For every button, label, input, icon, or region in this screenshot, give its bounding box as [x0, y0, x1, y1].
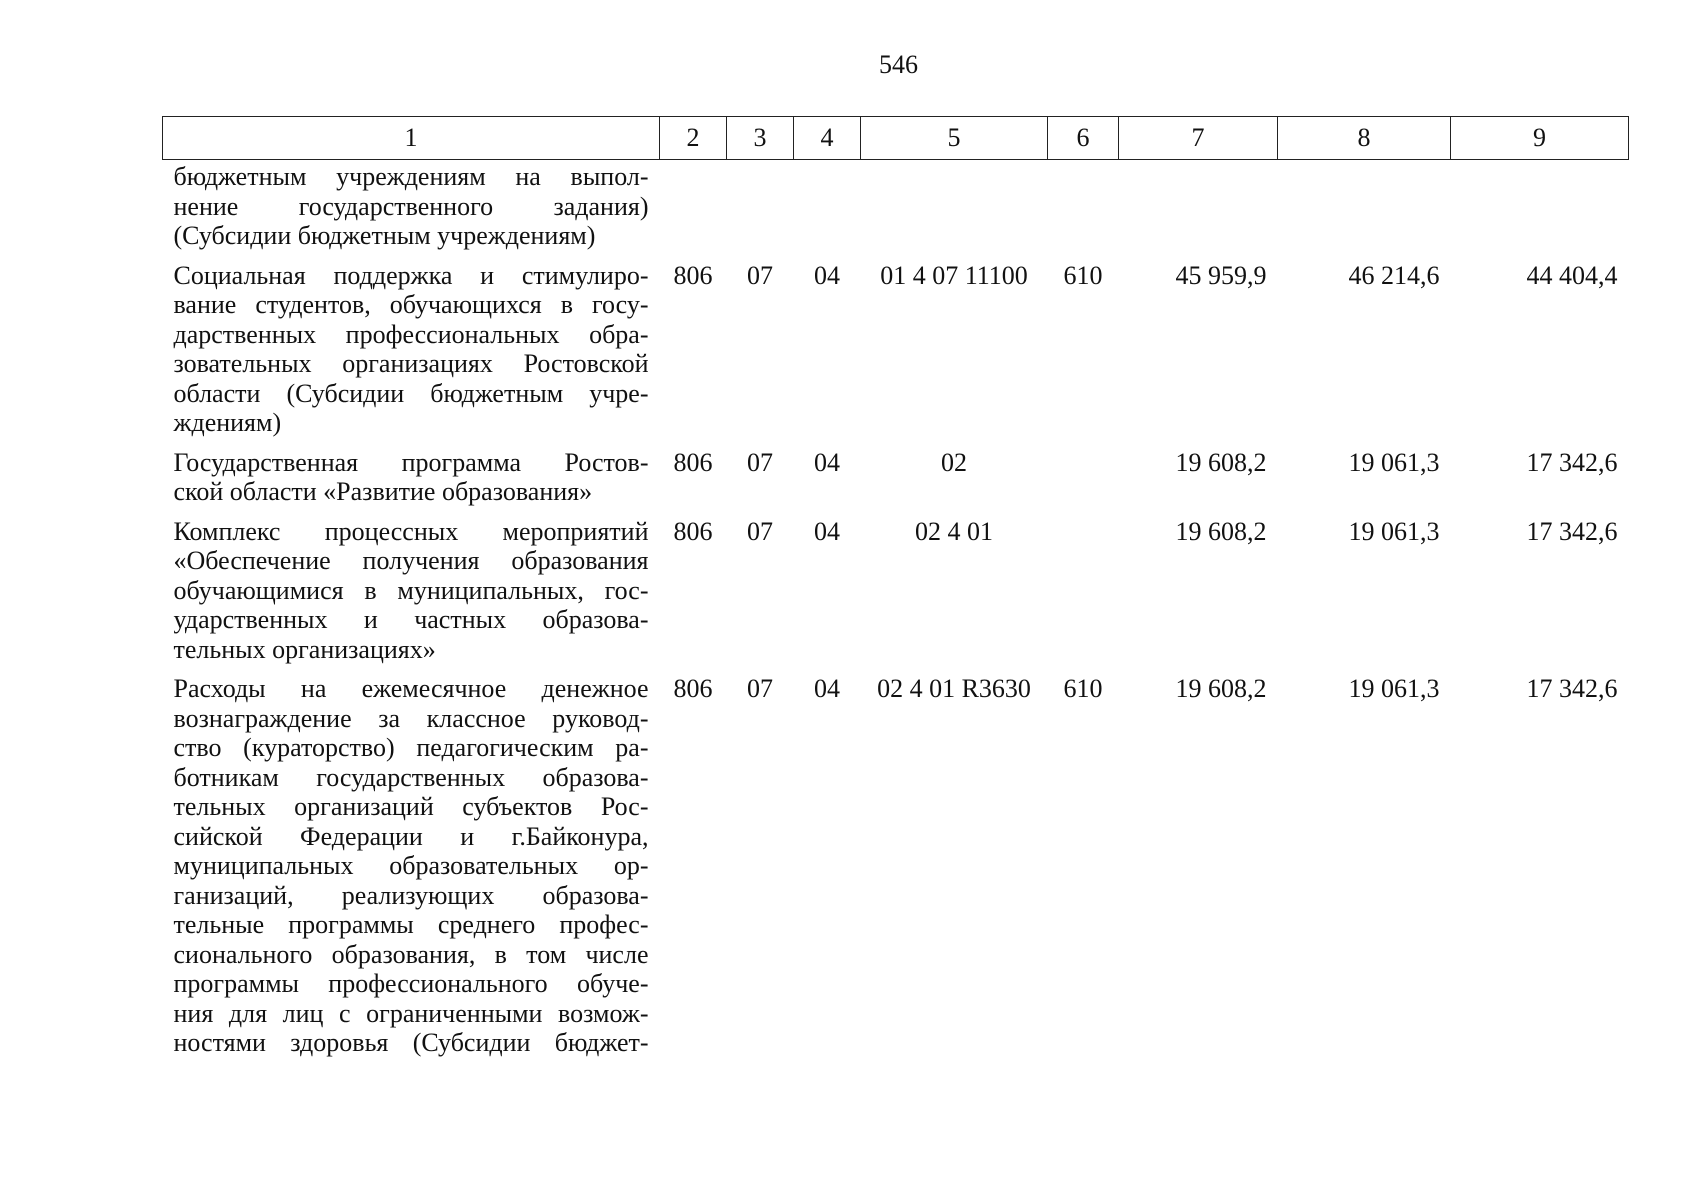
expense-type-cell: [1048, 160, 1119, 251]
expense-type-cell: 610: [1063, 674, 1103, 703]
table-row: [163, 507, 1629, 665]
description-line: ботникам государственных образова-: [173, 762, 649, 792]
target-article-cell: 02 4 01: [915, 516, 993, 546]
description-line: «Обеспечение получения образования: [173, 546, 649, 575]
description-cell: [163, 664, 660, 1058]
description-cell: [163, 438, 660, 507]
amount-cell: 44 404,4: [1526, 260, 1618, 290]
subsection-code-cell: 04: [814, 260, 840, 290]
subsection-code-cell: 04: [814, 674, 840, 703]
target-article-cell: 02 4 01 R3630: [877, 674, 1031, 703]
description-line: муниципальных образовательных ор-: [173, 851, 649, 880]
description-line: ударственных и частных образова-: [173, 605, 649, 634]
table-row: [163, 664, 1629, 1058]
ministry-code-cell: 806: [673, 260, 713, 290]
description-line: бюджетным учреждениям на выпол-: [173, 162, 649, 191]
header-row: [163, 117, 1629, 160]
header-cell: 3: [727, 117, 794, 160]
amount-cell: 17 342,6: [1526, 447, 1618, 477]
amount-cell: 19 608,2: [1175, 447, 1267, 477]
amount-cell: [1451, 160, 1629, 251]
amount-cell: [1119, 160, 1278, 251]
description-line: сийской Федерации и г.Байконура,: [173, 821, 649, 851]
section-code-cell: 07: [747, 674, 773, 703]
description-line: области (Субсидии бюджетным учре-: [173, 378, 649, 408]
description-line: сионального образования, в том числе: [173, 939, 649, 969]
description-line: ство (кураторство) педагогическим ра-: [173, 733, 649, 762]
description-cell: [163, 160, 660, 251]
subsection-code-cell: [794, 160, 861, 251]
description-line: Государственная программа Ростов-: [173, 447, 649, 477]
amount-cell: 17 342,6: [1526, 674, 1618, 703]
description-line: ганизаций, реализующих образова-: [173, 880, 649, 910]
target-article-cell: [861, 160, 1048, 251]
section-code-cell: [727, 160, 794, 251]
amount-cell: 45 959,9: [1175, 260, 1267, 290]
subsection-code-cell: 04: [814, 516, 840, 546]
expense-type-cell: [1048, 438, 1119, 507]
description-line: (Субсидии бюджетным учреждениям): [173, 221, 596, 250]
target-article-cell: 01 4 07 11100: [880, 260, 1028, 290]
ministry-code-cell: 806: [673, 516, 713, 546]
description-line: вание студентов, обучающихся в госу-: [173, 290, 649, 319]
ministry-code-cell: 806: [673, 447, 713, 477]
amount-cell: 17 342,6: [1526, 516, 1618, 546]
description-line: тельные программы среднего профес-: [173, 910, 649, 939]
amount-cell: 19 608,2: [1175, 674, 1267, 703]
ministry-code-cell: 806: [673, 674, 713, 703]
description-line: Комплекс процессных мероприятий: [173, 516, 649, 546]
header-cell: 4: [794, 117, 861, 160]
ministry-code-cell: [660, 160, 727, 251]
amount-cell: 19 608,2: [1175, 516, 1267, 546]
expense-type-cell: 610: [1063, 260, 1103, 290]
description-line: ния для лиц с ограниченными возмож-: [173, 998, 649, 1028]
description-line: ждениям): [173, 408, 282, 437]
header-cell: 2: [660, 117, 727, 160]
section-code-cell: 07: [747, 447, 773, 477]
header-cell: 1: [163, 117, 660, 160]
amount-cell: 19 061,3: [1348, 674, 1440, 703]
amount-cell: 46 214,6: [1348, 260, 1440, 290]
description-line: Расходы на ежемесячное денежное: [173, 674, 649, 703]
section-code-cell: 07: [747, 260, 773, 290]
header-cell: 8: [1278, 117, 1451, 160]
table-row: [163, 251, 1629, 438]
target-article-cell: 02: [941, 447, 967, 477]
budget-table: [162, 116, 1629, 1058]
header-cell: 5: [861, 117, 1048, 160]
description-line: обучающимися в муниципальных, гос-: [173, 575, 649, 605]
amount-cell: [1278, 160, 1451, 251]
description-line: зовательных организациях Ростовской: [173, 349, 649, 378]
expense-type-cell: [1048, 507, 1119, 665]
description-line: нение государственного задания): [173, 191, 649, 221]
table-row: [163, 160, 1629, 251]
page-number: 546: [879, 50, 918, 79]
subsection-code-cell: 04: [814, 447, 840, 477]
description-line: программы профессионального обуче-: [173, 969, 649, 998]
header-cell: 9: [1451, 117, 1629, 160]
section-code-cell: 07: [747, 516, 773, 546]
description-line: вознаграждение за классное руковод-: [173, 703, 649, 733]
amount-cell: 19 061,3: [1348, 447, 1440, 477]
amount-cell: 19 061,3: [1348, 516, 1440, 546]
header-cell: 7: [1119, 117, 1278, 160]
description-line: ностями здоровья (Субсидии бюджет-: [173, 1028, 649, 1057]
description-line: дарственных профессиональных обра-: [173, 319, 649, 349]
description-line: тельных организаций субъектов Рос-: [173, 792, 649, 821]
description-line: тельных организациях»: [173, 634, 436, 664]
header-cell: 6: [1048, 117, 1119, 160]
table-row: [163, 438, 1629, 507]
description-cell: [163, 507, 660, 665]
description-cell: [163, 251, 660, 438]
description-line: ской области «Развитие образования»: [173, 477, 593, 506]
description-line: Социальная поддержка и стимулиро-: [173, 260, 649, 290]
